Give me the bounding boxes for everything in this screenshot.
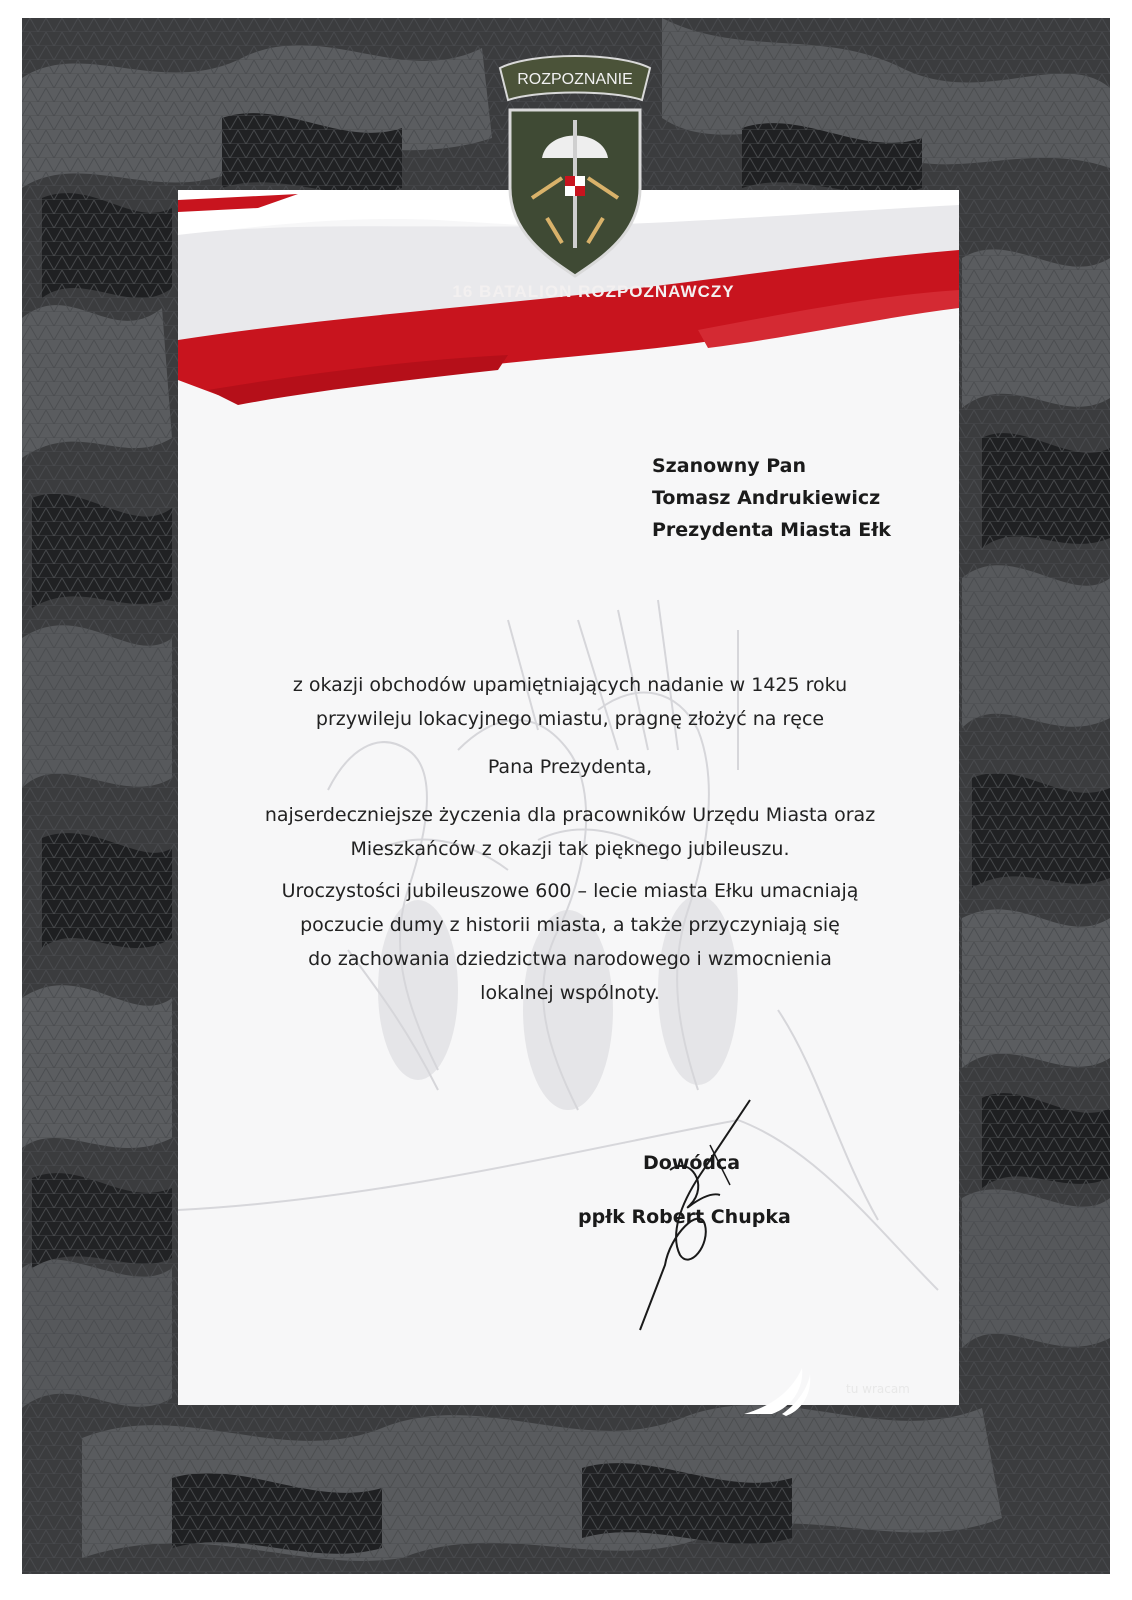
letter-body	[200, 668, 940, 1010]
body-line: poczucie dumy z historii miasta, a także przyczyniają się	[300, 914, 840, 936]
body-line: do zachowania dziedzictwa narodowego i wzmocnienia	[308, 948, 832, 970]
body-line: Mieszkańców z okazji tak pięknego jubileuszu.	[350, 838, 790, 860]
recipient-title: Prezydenta Miasta Ełk	[652, 519, 891, 541]
recipient-block	[652, 450, 952, 546]
footer-slogan: tu wracam	[846, 1382, 910, 1396]
recipient-salutation: Szanowny Pan	[652, 455, 806, 477]
emblem-badge-text: ROZPOZNANIE	[517, 71, 633, 88]
body-line: przywileju lokacyjnego miastu, pragnę złożyć na ręce	[315, 708, 825, 730]
brand-swoosh-icon	[742, 1366, 812, 1416]
body-line: Pana Prezydenta,	[487, 756, 653, 778]
unit-name: 16 BATALION ROZPOZNAWCZY	[452, 282, 735, 301]
signatory-title: Dowódca	[643, 1152, 741, 1174]
body-line: lokalnej wspólnoty.	[480, 982, 660, 1004]
unit-emblem	[492, 48, 658, 280]
body-line: Uroczystości jubileuszowe 600 – lecie miasta Ełku umacniają	[281, 880, 859, 902]
signatory-name: ppłk Robert Chupka	[578, 1206, 791, 1228]
body-line: najserdeczniejsze życzenia dla pracowników Urzędu Miasta oraz	[264, 804, 876, 826]
body-line: z okazji obchodów upamiętniających nadanie w 1425 roku	[292, 674, 848, 696]
recipient-name: Tomasz Andrukiewicz	[652, 487, 881, 509]
